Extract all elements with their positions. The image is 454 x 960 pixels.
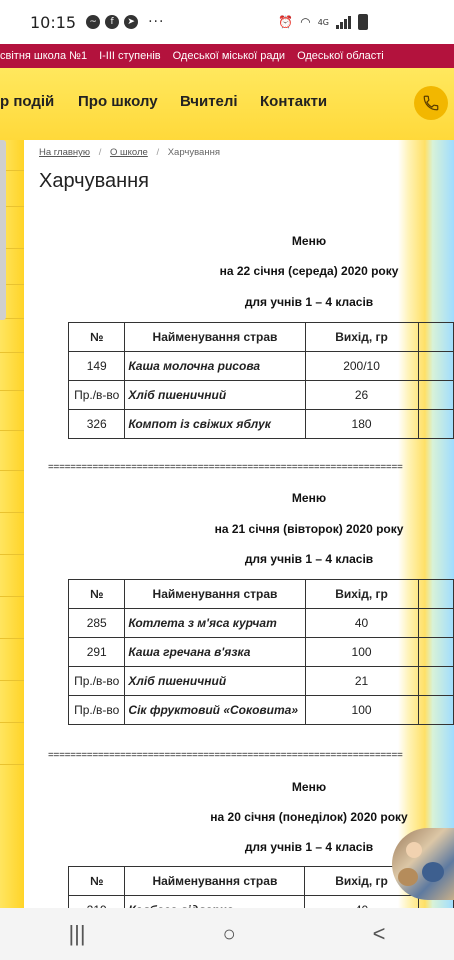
cell-extra	[418, 696, 453, 725]
header-city-council: Одеської міської ради	[172, 50, 286, 62]
floating-avatar[interactable]	[392, 828, 454, 900]
cell-portion: 21	[305, 667, 418, 696]
menu-separator: ================================================================	[48, 750, 403, 761]
cell-extra	[418, 667, 453, 696]
nav-item-about[interactable]: Про школу	[78, 93, 158, 110]
cell-dish: Каша молочна рисова	[125, 352, 305, 381]
nav-item-contacts[interactable]: Контакти	[260, 93, 328, 110]
column-extra	[418, 580, 453, 609]
cell-extra	[418, 410, 453, 439]
nav-item-events[interactable]: р подій	[0, 93, 55, 110]
cell-number: 149	[69, 352, 125, 381]
home-button[interactable]: ○	[222, 921, 236, 946]
breadcrumb-about[interactable]: О школе	[109, 147, 148, 158]
breadcrumb-separator: /	[156, 147, 160, 158]
alarm-icon: ⏰	[278, 15, 294, 29]
school-header-strip	[0, 44, 454, 68]
cell-portion: 100	[305, 638, 418, 667]
wifi-icon: ◠	[300, 15, 311, 29]
column-dish: Найменування страв	[125, 867, 305, 896]
column-number: №	[69, 867, 125, 896]
messenger-icon: ~	[86, 15, 100, 29]
cell-dish: Сік фруктовий «Соковита»	[125, 696, 305, 725]
phone-icon[interactable]	[414, 86, 448, 120]
cell-extra	[418, 638, 453, 667]
system-status	[278, 14, 368, 30]
cell-dish: Компот із свіжих яблук	[125, 410, 305, 439]
menu-date: на 20 січня (понеділок) 2020 року	[210, 810, 408, 824]
recent-apps-button[interactable]: |||	[68, 921, 86, 946]
column-number: №	[69, 323, 125, 352]
signal-icon	[336, 15, 351, 29]
status-bar	[0, 0, 454, 44]
telegram-icon: ➤	[124, 15, 138, 29]
column-portion: Вихід, гр	[305, 580, 418, 609]
column-portion: Вихід, гр	[305, 323, 418, 352]
menu-table	[68, 579, 454, 725]
column-extra	[418, 323, 453, 352]
cell-extra	[418, 609, 453, 638]
cell-dish: Хліб пшеничний	[125, 667, 305, 696]
cell-portion: 100	[305, 696, 418, 725]
more-notifications-icon: ···	[148, 14, 165, 30]
table-row	[69, 381, 454, 410]
cell-extra	[418, 381, 453, 410]
column-portion: Вихід, гр	[305, 867, 418, 896]
table-header-row	[69, 580, 454, 609]
cell-number: 326	[69, 410, 125, 439]
cell-dish: Котлета з м'яса курчат	[125, 609, 305, 638]
main-nav	[0, 68, 454, 140]
menu-date: на 22 січня (середа) 2020 року	[219, 264, 399, 278]
menu-heading: Меню	[291, 491, 327, 505]
breadcrumb-home[interactable]: На главную	[39, 147, 91, 158]
android-nav-bar	[0, 908, 454, 960]
table-row	[69, 667, 454, 696]
cell-portion: 26	[305, 381, 418, 410]
table-row	[69, 410, 454, 439]
menu-audience: для учнів 1 – 4 класів	[244, 552, 374, 566]
cell-number: Пр./в-во	[69, 667, 125, 696]
table-row	[69, 609, 454, 638]
cell-number: Пр./в-во	[69, 696, 125, 725]
menu-heading: Меню	[291, 234, 327, 248]
breadcrumb	[39, 147, 220, 158]
cell-extra	[418, 352, 453, 381]
column-dish: Найменування страв	[125, 580, 305, 609]
breadcrumb-current: Харчування	[167, 147, 220, 158]
table-row	[69, 696, 454, 725]
column-number: №	[69, 580, 125, 609]
column-dish: Найменування страв	[125, 323, 305, 352]
menu-date: на 21 січня (вівторок) 2020 року	[214, 522, 404, 536]
menu-heading: Меню	[291, 780, 327, 794]
cell-portion: 40	[305, 609, 418, 638]
menu-audience: для учнів 1 – 4 класів	[244, 840, 374, 854]
cell-number: 285	[69, 609, 125, 638]
header-school-level: І-ІІІ ступенів	[99, 50, 161, 62]
header-school-name: світня школа №1	[0, 50, 88, 62]
back-button[interactable]: <	[372, 921, 386, 946]
menu-table	[68, 322, 454, 439]
cell-number: 291	[69, 638, 125, 667]
cell-portion: 200/10	[305, 352, 418, 381]
header-region: Одеської області	[297, 50, 384, 62]
side-drawer-handle[interactable]	[0, 140, 6, 320]
page-title: Харчування	[39, 170, 150, 192]
table-row	[69, 638, 454, 667]
menu-separator: ================================================================	[48, 462, 403, 473]
status-time: 10:15	[30, 12, 77, 32]
battery-icon	[358, 14, 368, 30]
table-header-row	[69, 323, 454, 352]
cell-portion: 180	[305, 410, 418, 439]
facebook-icon: f	[105, 15, 119, 29]
nav-item-teachers[interactable]: Вчителі	[180, 93, 238, 110]
cell-dish: Хліб пшеничний	[125, 381, 305, 410]
cell-number: Пр./в-во	[69, 381, 125, 410]
breadcrumb-separator: /	[98, 147, 102, 158]
cell-dish: Каша гречана в'язка	[125, 638, 305, 667]
network-type: 4G	[317, 17, 329, 27]
menu-audience: для учнів 1 – 4 класів	[244, 295, 374, 309]
table-row	[69, 352, 454, 381]
